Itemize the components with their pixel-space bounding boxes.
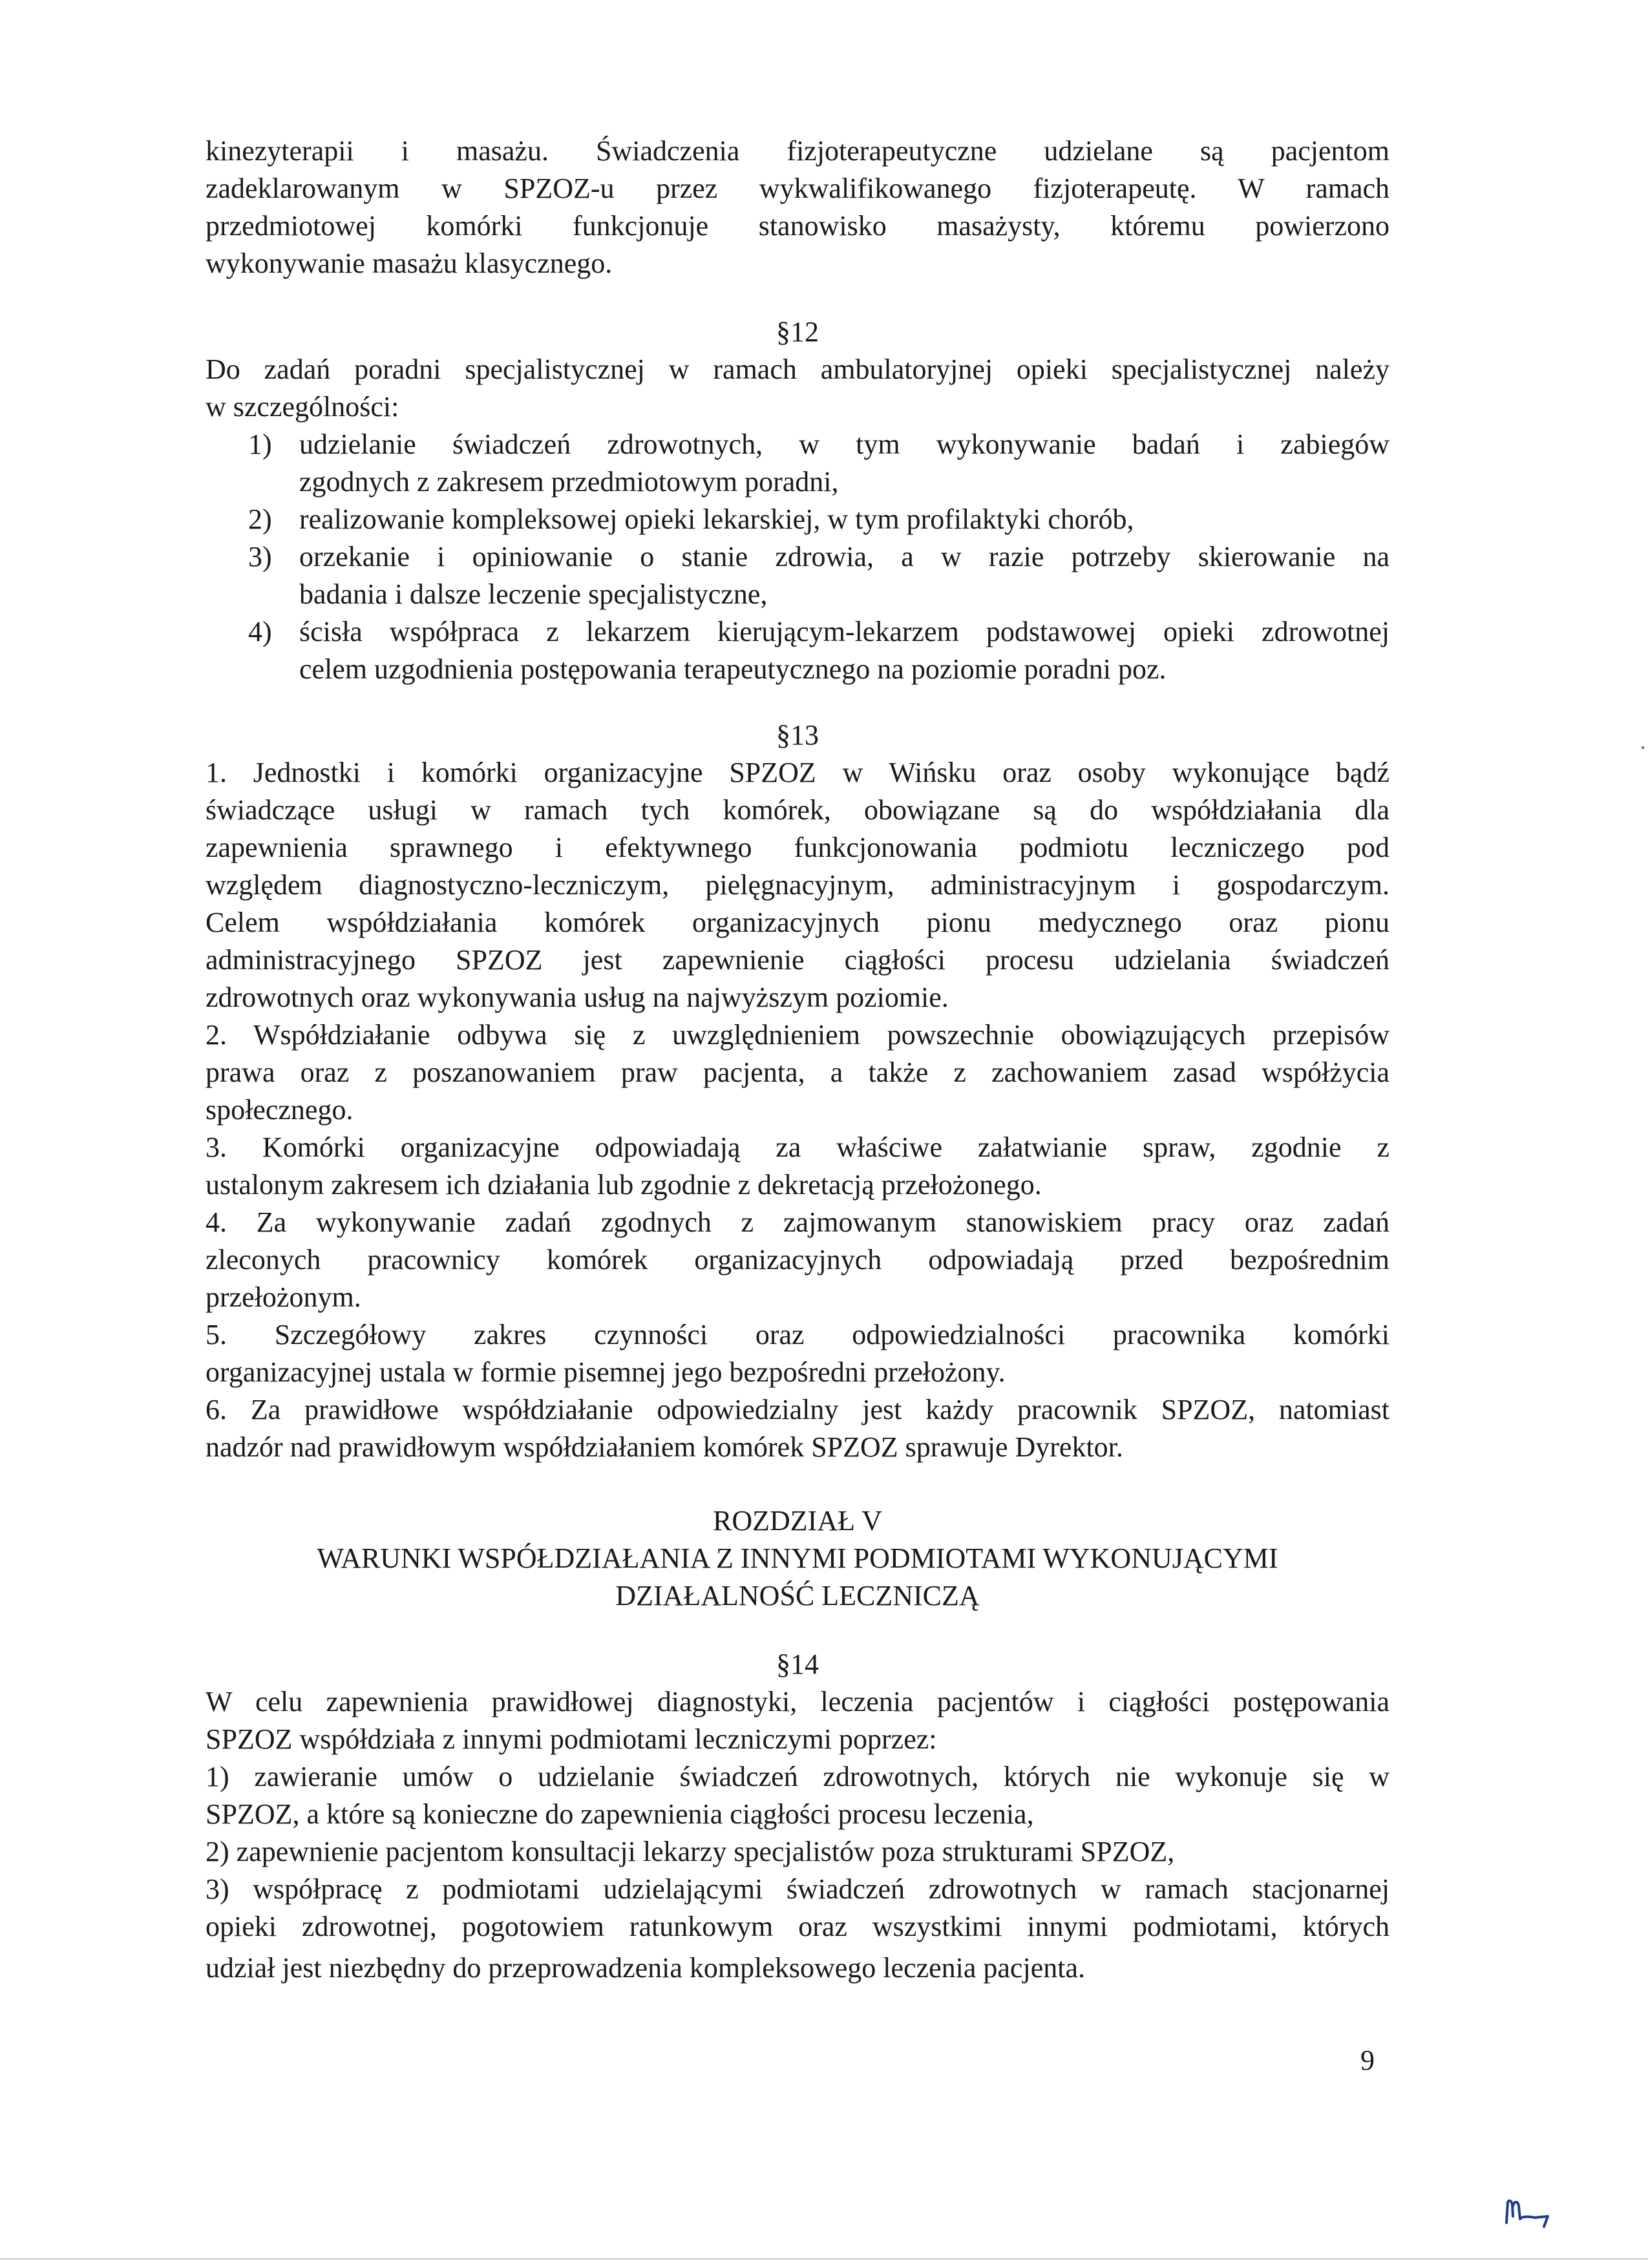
- text-line: ustalonym zakresem ich działania lub zgodnie z dekretacją przełożonego.: [206, 1169, 1042, 1201]
- text-line: 1. Jednostki i komórki organizacyjne SPZOZ w Wińsku oraz osoby wykonujące bądź: [206, 757, 1389, 788]
- text-line: organizacyjnej ustala w formie pisemnej jego bezpośredni przełożony.: [206, 1356, 1006, 1388]
- section-13-paragraph-4: [206, 1204, 1389, 1316]
- section-14-item-1: [206, 1758, 1389, 1833]
- list-item-line: realizowanie kompleksowej opieki lekarskiej, w tym profilaktyki chorób,: [299, 503, 1134, 535]
- text-line: 1) zawieranie umów o udzielanie świadczeń zdrowotnych, których nie wykonuje się w: [206, 1761, 1389, 1792]
- section-12-list: [206, 426, 1389, 688]
- text-line: zadeklarowanym w SPZOZ-u przez wykwalifikowanego fizjoterapeutę. W ramach: [206, 173, 1389, 204]
- section-13-paragraph-5: [206, 1316, 1389, 1391]
- section-14-item-3: [206, 1871, 1389, 1987]
- chapter-title: ROZDZIAŁ V: [713, 1505, 882, 1537]
- text-line: przełożonym.: [206, 1281, 361, 1313]
- text-line: względem diagnostyczno-leczniczym, pielęgnacyjnym, administracyjnym i gospodarczym.: [206, 869, 1389, 901]
- list-item-number: 1): [248, 428, 272, 460]
- list-item: [206, 501, 1389, 538]
- text-line: W celu zapewnienia prawidłowej diagnostyki, leczenia pacjentów i ciągłości postępowania: [206, 1686, 1389, 1717]
- list-item-line: ścisła współpraca z lekarzem kierującym-lekarzem podstawowej opieki zdrowotnej: [299, 616, 1389, 647]
- text-line: 4. Za wykonywanie zadań zgodnych z zajmowanym stanowiskiem pracy oraz zadań: [206, 1206, 1389, 1238]
- text-line: nadzór nad prawidłowym współdziałaniem komórek SPZOZ sprawuje Dyrektor.: [206, 1431, 1123, 1463]
- text-line: zapewnienia sprawnego i efektywnego funkcjonowania podmiotu leczniczego pod: [206, 832, 1389, 863]
- text-line: przedmiotowej komórki funkcjonuje stanowisko masażysty, któremu powierzono: [206, 210, 1389, 242]
- intro-paragraph: [206, 132, 1389, 282]
- section-13-paragraph-3: [206, 1129, 1389, 1204]
- list-item-number: 4): [248, 616, 272, 647]
- list-item-number: 3): [248, 541, 272, 572]
- section-13-paragraph-1: [206, 754, 1389, 1016]
- list-item-line: celem uzgodnienia postępowania terapeutycznego na poziomie poradni poz.: [299, 653, 1167, 685]
- text-line: 3) współpracę z podmiotami udzielającymi świadczeń zdrowotnych w ramach stacjonarnej: [206, 1873, 1389, 1905]
- list-item: [206, 426, 1389, 501]
- list-item-number: 2): [248, 503, 272, 535]
- text-line: udział jest niezbędny do przeprowadzenia kompleksowego leczenia pacjenta.: [206, 1952, 1085, 1984]
- list-item-line: udzielanie świadczeń zdrowotnych, w tym wykonywanie badań i zabiegów: [299, 428, 1389, 460]
- text-line: SPZOZ współdziała z innymi podmiotami leczniczymi poprzez:: [206, 1723, 937, 1755]
- list-item-line: badania i dalsze leczenie specjalistyczne,: [299, 578, 768, 610]
- text-line: społecznego.: [206, 1094, 354, 1126]
- section-heading-14: §14: [776, 1648, 819, 1680]
- handwritten-initials-icon: [1503, 2197, 1554, 2238]
- list-item: [206, 613, 1389, 688]
- text-line: świadczące usługi w ramach tych komórek, obowiązane są do współdziałania dla: [206, 794, 1389, 826]
- section-12-intro-cont: w szczególności:: [206, 391, 399, 423]
- section-14-item-2: 2) zapewnienie pacjentom konsultacji lekarzy specjalistów poza strukturami SPZOZ,: [206, 1836, 1175, 1867]
- section-13-paragraph-2: [206, 1016, 1389, 1129]
- text-line: wykonywanie masażu klasycznego.: [206, 247, 613, 279]
- list-item-line: zgodnych z zakresem przedmiotowym poradni,: [299, 466, 839, 498]
- text-line: zdrowotnych oraz wykonywania usług na najwyższym poziomie.: [206, 982, 949, 1013]
- scan-artifact-mark: [1642, 746, 1644, 749]
- section-13-paragraph-6: [206, 1391, 1389, 1466]
- text-line: SPZOZ, a które są konieczne do zapewnienia ciągłości procesu leczenia,: [206, 1798, 1034, 1830]
- chapter-heading: [206, 1502, 1389, 1615]
- section-14-intro: [206, 1683, 1389, 1758]
- text-line: 3. Komórki organizacyjne odpowiadają za właściwe załatwianie spraw, zgodnie z: [206, 1131, 1389, 1163]
- list-item: [206, 538, 1389, 613]
- text-line: 2. Współdziałanie odbywa się z uwzględnieniem powszechnie obowiązujących przepisów: [206, 1019, 1389, 1051]
- text-line: administracyjnego SPZOZ jest zapewnienie ciągłości procesu udzielania świadczeń: [206, 944, 1389, 976]
- text-line: kinezyterapii i masażu. Świadczenia fizjoterapeutyczne udzielane są pacjentom: [206, 135, 1389, 167]
- page-number: 9: [1360, 2044, 1375, 2076]
- document-page: [206, 132, 1389, 1987]
- text-line: zleconych pracownicy komórek organizacyjnych odpowiadają przed bezpośrednim: [206, 1244, 1389, 1276]
- text-line: prawa oraz z poszanowaniem praw pacjenta, a także z zachowaniem zasad współżycia: [206, 1056, 1389, 1088]
- scan-edge-line: [0, 2258, 1648, 2260]
- chapter-subtitle-line: DZIAŁALNOŚĆ LECZNICZĄ: [615, 1580, 980, 1612]
- text-line: 5. Szczegółowy zakres czynności oraz odpowiedzialności pracownika komórki: [206, 1319, 1389, 1350]
- text-line: 6. Za prawidłowe współdziałanie odpowiedzialny jest każdy pracownik SPZOZ, natomiast: [206, 1394, 1389, 1425]
- section-12-intro: Do zadań poradni specjalistycznej w ramach ambulatoryjnej opieki specjalistycznej należy: [206, 353, 1389, 385]
- list-item-line: orzekanie i opiniowanie o stanie zdrowia, a w razie potrzeby skierowanie na: [299, 541, 1389, 572]
- text-line: Celem współdziałania komórek organizacyjnych pionu medycznego oraz pionu: [206, 907, 1389, 938]
- chapter-subtitle-line: WARUNKI WSPÓŁDZIAŁANIA Z INNYMI PODMIOTAMI WYKONUJĄCYMI: [317, 1542, 1278, 1574]
- section-heading-12: §12: [776, 316, 819, 348]
- text-line: opieki zdrowotnej, pogotowiem ratunkowym oraz wszystkimi innymi podmiotami, których: [206, 1911, 1389, 1942]
- section-heading-13: §13: [776, 719, 819, 751]
